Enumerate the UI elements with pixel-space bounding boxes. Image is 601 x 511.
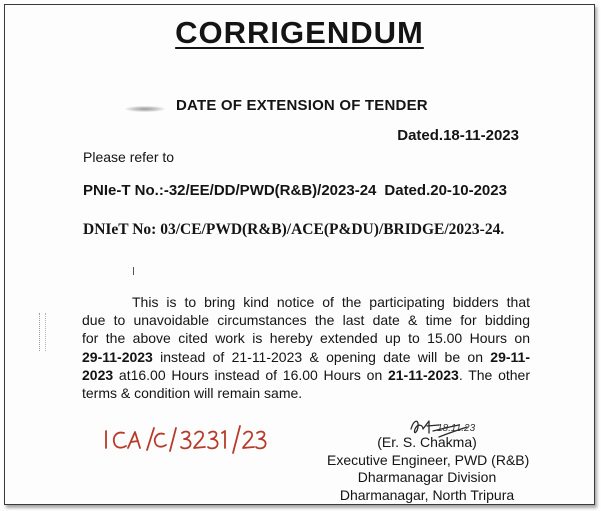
body-line: due to unavoidable circumstances the last date & time for bidding <box>82 312 530 329</box>
stray-mark <box>133 267 134 275</box>
pnit-reference <box>83 182 507 199</box>
refer-text: Please refer to <box>83 149 175 165</box>
document-title: CORRIGENDUM <box>175 15 424 50</box>
old-opening-date: 21-11-2023 <box>387 366 459 383</box>
opening-date-year: 2023 <box>82 366 114 383</box>
body-line: terms & condition will remain same. <box>82 385 303 402</box>
dniet-reference: DNIeT No: 03/CE/PWD(R&B)/ACE(P&DU)/BRIDGE/2023-24. <box>83 221 505 238</box>
signatory-division: Dharmanagar Division <box>357 469 497 485</box>
signatory-location: Dharmanagar, North Tripura <box>339 487 515 503</box>
body-line: 29-11-2023 instead of 21-11-2023 & opening date will be on 29-11- <box>82 348 530 365</box>
extended-date: 29-11-2023 <box>82 348 153 365</box>
signatory-name: (Er. S. Chakma) <box>377 434 477 450</box>
opening-date: 29-11- <box>490 348 530 365</box>
body-line: This is to bring kind notice of the participating bidders that <box>132 294 530 310</box>
handwritten-reference <box>102 423 272 462</box>
signatory-designation: Executive Engineer, PWD (R&B) <box>327 452 530 468</box>
document-page <box>4 4 595 505</box>
handwritten-reference-drawing <box>102 423 272 457</box>
document-subtitle: DATE OF EXTENSION OF TENDER <box>176 97 428 114</box>
body-line: 2023 at16.00 Hours instead of 16.00 Hours on 21-11-2023. The other <box>82 366 530 383</box>
notice-body <box>82 293 530 402</box>
body-line: for the above cited work is hereby extended up to 15.00 Hours on <box>82 330 530 347</box>
pnit-date: Dated.20-10-2023 <box>384 182 507 199</box>
signature-date: 18.11.23 <box>437 423 476 434</box>
margin-mark <box>39 313 46 351</box>
pnit-number: PNIe-T No.:-32/EE/DD/PWD(R&B)/2023-24 <box>83 182 377 199</box>
ink-smudge <box>125 106 165 112</box>
document-date: Dated.18-11-2023 <box>397 127 519 144</box>
